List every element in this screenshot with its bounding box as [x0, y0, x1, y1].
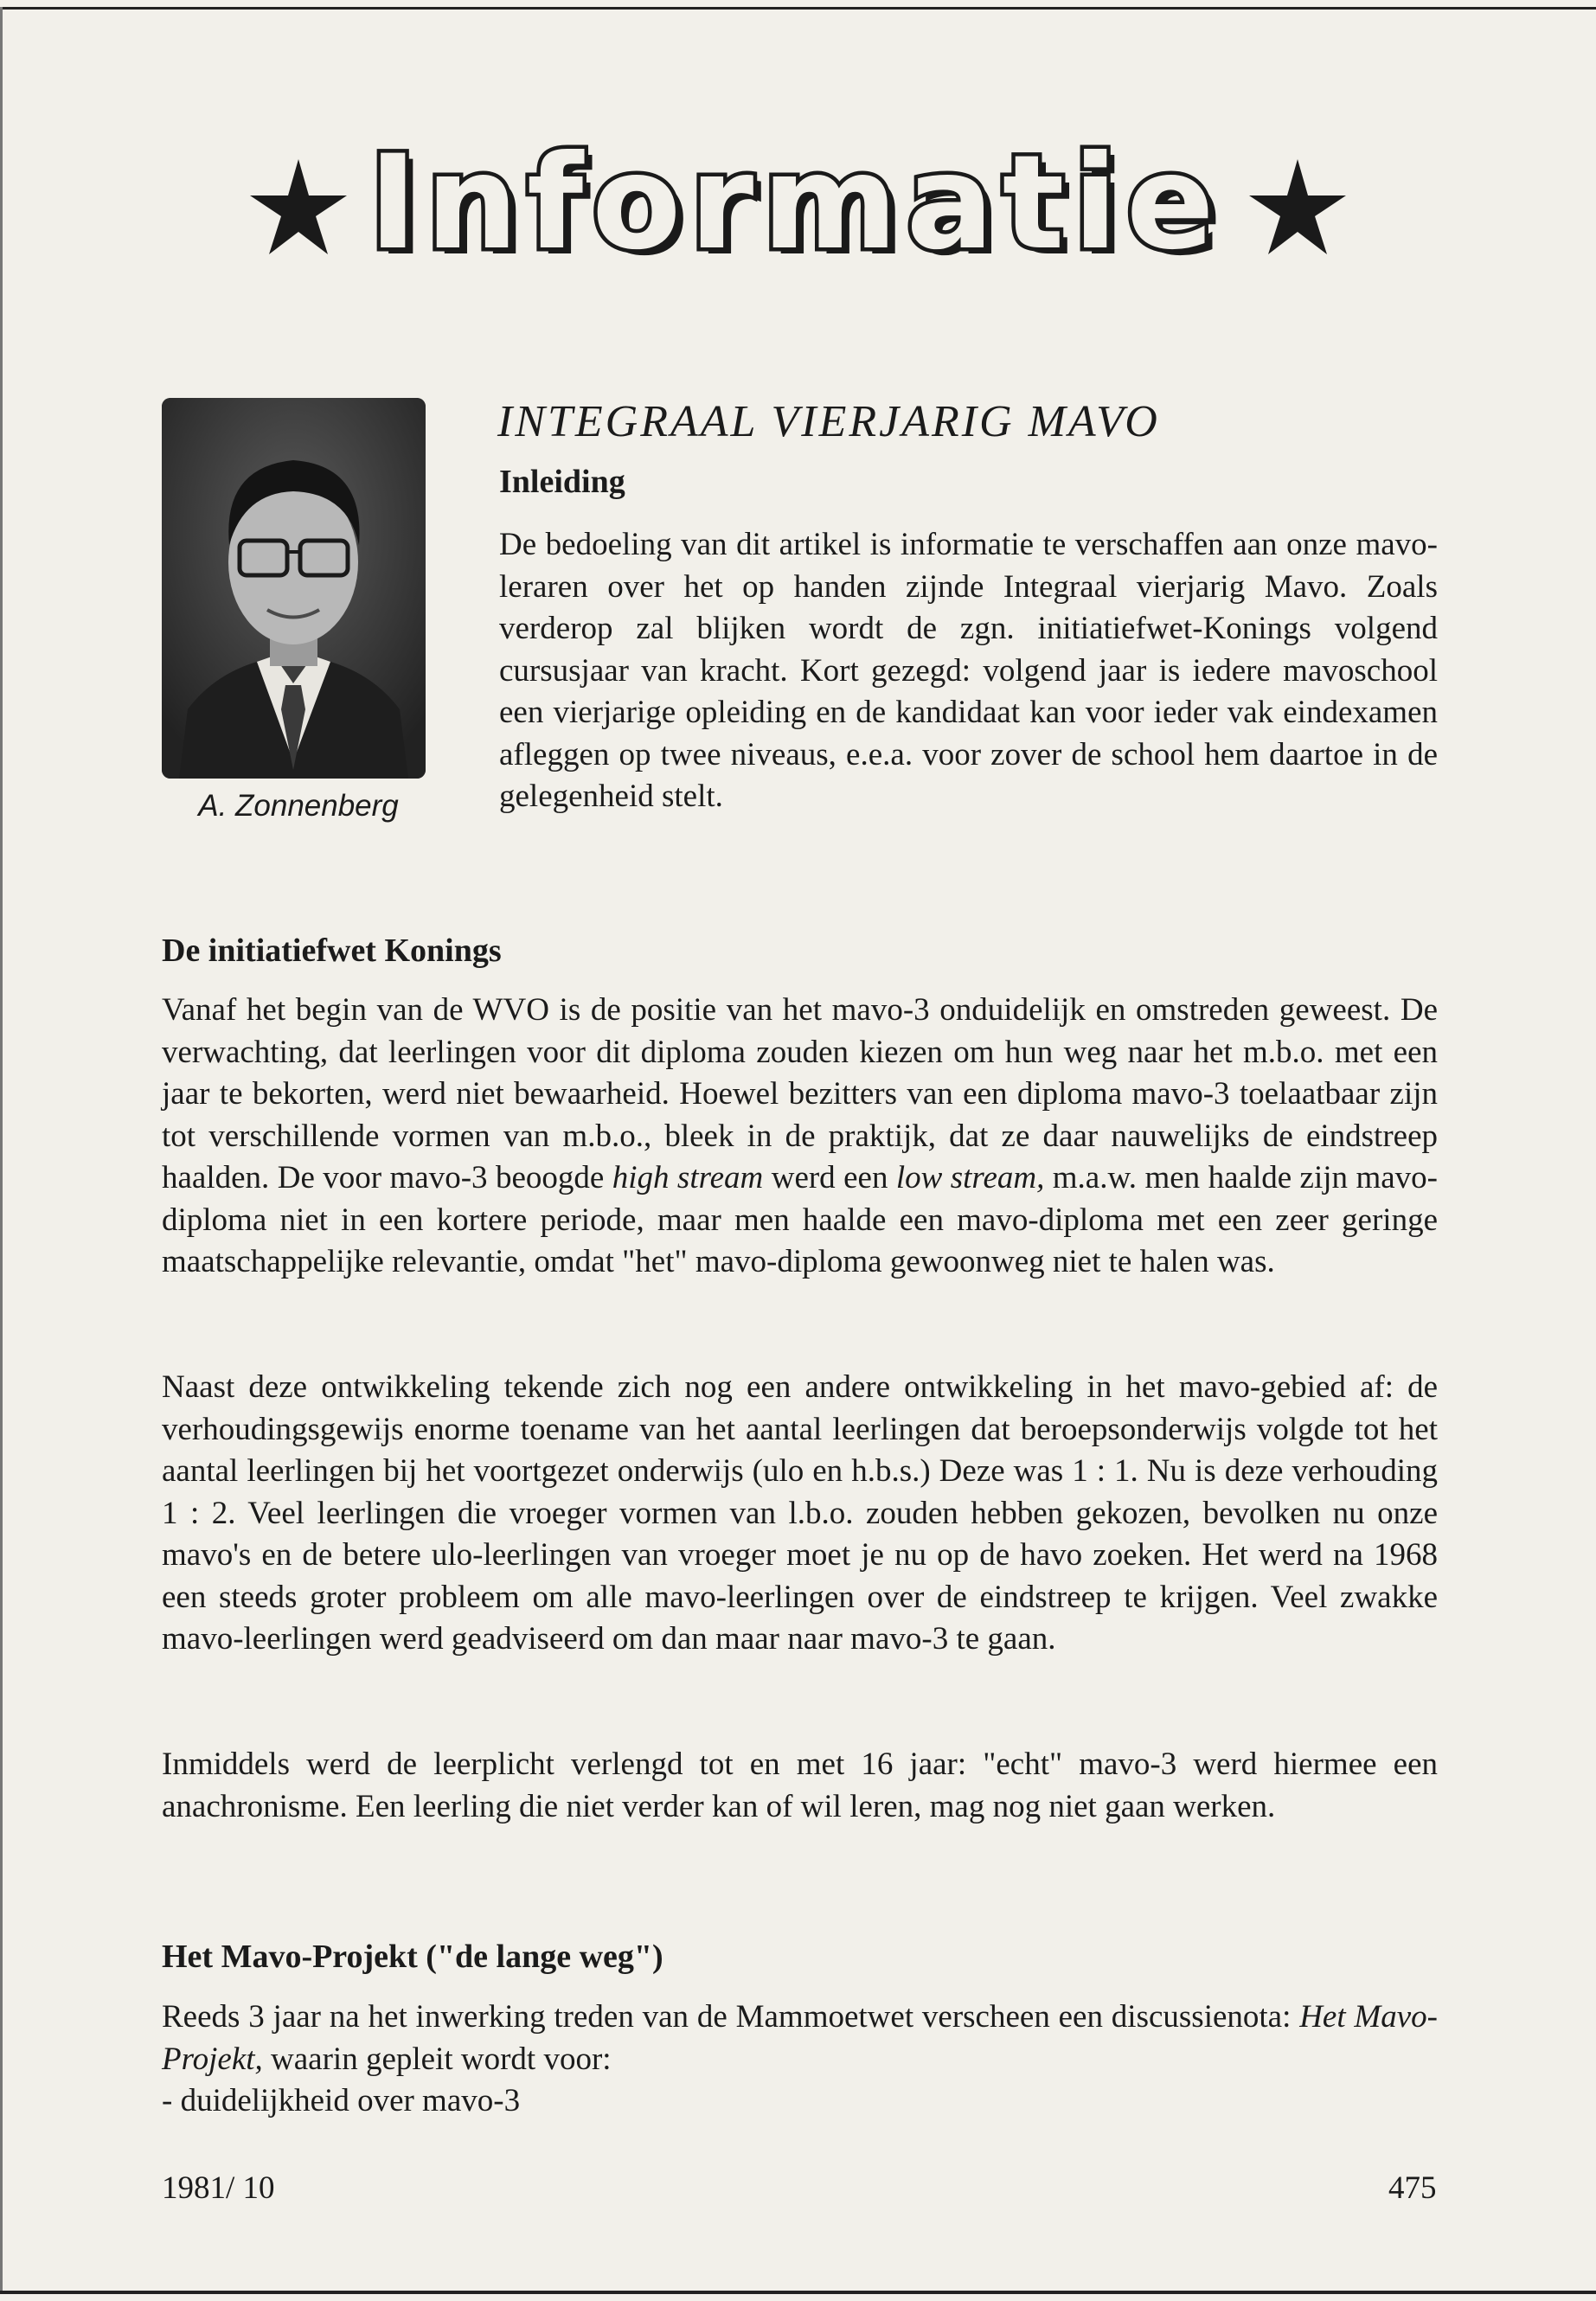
masthead — [0, 128, 1596, 285]
section2-paragraph-1 — [162, 1997, 1438, 2080]
text-run: waarin gepleit wordt voor: — [262, 2041, 612, 2077]
scan-edge-bottom — [0, 2291, 1596, 2294]
section1-paragraph-3: Inmiddels werd de leerplicht verlengd tot en met 16 jaar: "echt" mavo-3 werd hiermee een anachronisme. Een leerling die niet verder kan of wil leren, mag nog niet gaan werken. — [162, 1747, 1438, 1824]
italic-term-low-stream: low stream, — [895, 1160, 1045, 1195]
star-icon-left — [247, 156, 350, 260]
text-run: Reeds 3 jaar na het inwerking treden van de Mammoetwet verscheen een discussienota: — [162, 1999, 1300, 2035]
italic-title-mavo-projekt: Het Mavo-Projekt, — [162, 1999, 1438, 2077]
text-run: werd een — [763, 1160, 896, 1195]
scan-edge-left — [0, 7, 3, 2294]
star-icon-right — [1246, 156, 1349, 260]
scan-edge-top — [0, 7, 1596, 10]
list-item: - duidelijkheid over mavo-3 — [162, 2083, 521, 2118]
italic-term-high-stream: high stream — [612, 1160, 764, 1195]
intro-heading: Inleiding — [499, 464, 625, 500]
text-run: m.a.w. men haalde zijn mavo-diploma niet in een kortere periode, maar men haalde een mavo-diploma met een zeer geringe maatschappelijke relevantie, omdat "het" mavo-diploma gewoonweg niet te halen was. — [162, 1160, 1438, 1279]
section-heading-initiatiefwet: De initiatiefwet Konings — [162, 933, 502, 969]
page-number: 475 — [1388, 2170, 1437, 2206]
section-heading-mavo-projekt: Het Mavo-Projekt ("de lange weg") — [162, 1939, 663, 1975]
issue-number: 1981/ 10 — [162, 2170, 275, 2206]
intro-paragraph: De bedoeling van dit artikel is informatie te verschaffen aan onze mavo-leraren over het op handen zijnde Integraal vierjarig Mavo. Zoals verderop zal blijken wordt de zgn. initiatiefwet-Konings volgend cursusjaar van kracht. Kort gezegd: volgend jaar is iedere mavoschool een vierjarige opleiding en de kandidaat kan voor ieder vak eindexamen afleggen op twee niveaus, e.e.a. voor zover de school hem daartoe in de gelegenheid stelt. — [499, 527, 1438, 814]
text-run: Vanaf het begin van de WVO is de positie van het mavo-3 onduidelijk en omstreden geweest. De verwachting, dat leerlingen voor dit diploma zouden kiezen om hun weg naar het m.b.o. met een jaar te bekorten, werd niet bewaarheid. Hoewel bezitters van een diploma mavo-3 toelaatbaar zijn tot verschillende vormen van m.b.o., bleek in de praktijk, dat ze daar nauwelijks de eindstreep haalden. De voor mavo-3 beoogde — [162, 992, 1438, 1195]
section1-paragraph-1 — [162, 990, 1438, 1284]
author-photo — [162, 398, 426, 779]
photo-caption: A. Zonnenberg — [198, 789, 399, 823]
article-title: INTEGRAAL VIERJARIG MAVO — [497, 397, 1160, 446]
section1-paragraph-2: Naast deze ontwikkeling tekende zich nog een andere ontwikkeling in het mavo-gebied af: de verhoudingsgewijs enorme toename van het aantal leerlingen dat beroepsonderwijs volgde tot het aantal leerlingen bij het voortgezet onderwijs (ulo en h.b.s.) Deze was 1 : 1. Nu is deze verhouding 1 : 2. Veel leerlingen die vroeger vormen van l.b.o. zouden hebben gekozen, bevolken nu onze mavo's en de betere ulo-leerlingen van vroeger moet je nu op de havo zoeken. Het werd na 1968 een steeds groter probleem om alle mavo-leerlingen over de eindstreep te krijgen. Veel zwakke mavo-leerlingen werd geadviseerd om dan maar naar mavo-3 te gaan. — [162, 1369, 1438, 1657]
masthead-title: Informatie — [369, 128, 1223, 279]
